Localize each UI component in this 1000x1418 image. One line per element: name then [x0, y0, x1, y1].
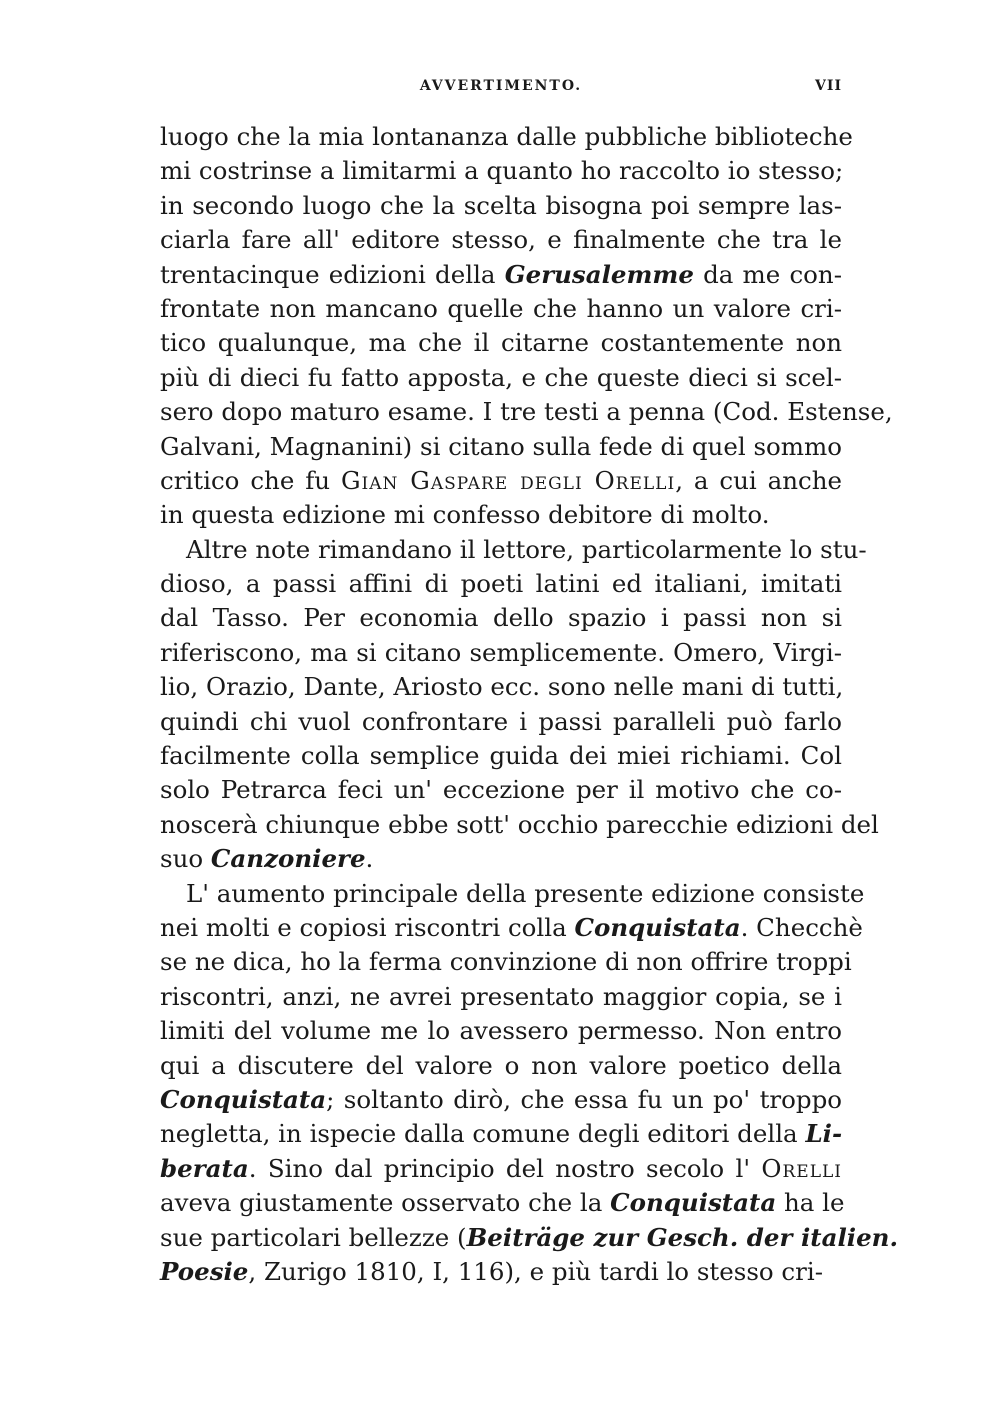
text-line: facilmente colla semplice guida dei miei richiami. Col	[160, 741, 842, 771]
text-line: Poesie, Zurigo 1810, I, 116), e più tardi lo stesso cri-	[160, 1256, 823, 1286]
italic-text: Beiträge zur Gesch. der italien.	[466, 1222, 898, 1252]
text-line: Galvani, Magnanini) si citano sulla fede di quel sommo	[160, 431, 842, 461]
text-line: critico che fu Gian Gaspare degli Orelli, a cui anche	[160, 465, 843, 495]
text-line: limiti del volume me lo avessero permesso. Non entro	[160, 1016, 842, 1046]
running-head-title: AVVERTIMENTO.	[419, 78, 583, 94]
text-line: riscontri, anzi, ne avrei presentato maggior copia, se i	[160, 981, 842, 1011]
text-line: suo Canzoniere.	[160, 844, 374, 874]
text-line: sue particolari bellezze (Beiträge zur Gesch. der italien.	[160, 1222, 898, 1252]
text-line: Altre note rimandano il lettore, particolarmente lo stu-	[186, 534, 867, 564]
text-line: trentacinque edizioni della Gerusalemme da me con-	[160, 259, 842, 289]
text-line: berata. Sino dal principio del nostro secolo l' Orelli	[160, 1153, 842, 1183]
italic-text: Li-	[805, 1119, 843, 1149]
text-line: negletta, in ispecie dalla comune degli editori della Li-	[160, 1119, 843, 1149]
page-number: VII	[815, 78, 842, 94]
italic-text: Poesie	[160, 1256, 249, 1286]
italic-text: Conquistata	[610, 1188, 777, 1218]
text-line: in secondo luogo che la scelta bisogna poi sempre las-	[160, 190, 842, 220]
paragraph-3	[160, 877, 898, 1290]
text-line: nei molti e copiosi riscontri colla Conquistata. Checchè	[160, 912, 863, 942]
text-line: L' aumento principale della presente edizione consiste	[186, 878, 865, 908]
italic-text: Canzoniere	[210, 844, 366, 874]
text-line: mi costrinse a limitarmi a quanto ho raccolto io stesso;	[160, 156, 844, 186]
running-head	[160, 78, 842, 102]
italic-text: Conquistata	[160, 1084, 327, 1114]
text-line: se ne dica, ho la ferma convinzione di non offrire troppi	[160, 947, 852, 977]
text-line: riferiscono, ma si citano semplicemente. Omero, Virgi-	[160, 637, 842, 667]
text-line: solo Petrarca feci un' eccezione per il motivo che co-	[160, 775, 842, 805]
body-text	[160, 120, 898, 1289]
text-line: dal Tasso. Per economia dello spazio i passi non si	[160, 603, 842, 633]
text-line: tico qualunque, ma che il citarne costantemente non	[160, 328, 842, 358]
text-line: lio, Orazio, Dante, Ariosto ecc. sono nelle mani di tutti,	[160, 672, 844, 702]
text-line: noscerà chiunque ebbe sott' occhio parecchie edizioni del	[160, 809, 879, 839]
book-page	[160, 78, 898, 1289]
small-caps-name: Orelli	[761, 1153, 842, 1183]
italic-text: berata	[160, 1153, 249, 1183]
text-line: più di dieci fu fatto apposta, e che queste dieci si scel-	[160, 362, 842, 392]
small-caps-name: Gian Gaspare degli Orelli	[340, 465, 676, 495]
text-line: luogo che la mia lontananza dalle pubbliche biblioteche	[160, 122, 853, 151]
paragraph-2	[160, 533, 879, 877]
italic-text: Gerusalemme	[504, 259, 694, 289]
text-line: ciarla fare all' editore stesso, e finalmente che tra le	[160, 225, 842, 255]
text-line: frontate non mancano quelle che hanno un valore cri-	[160, 293, 842, 323]
text-line: sero dopo maturo esame. I tre testi a penna (Cod. Estense,	[160, 397, 893, 427]
italic-text: Conquistata	[574, 912, 741, 942]
text-line: quindi chi vuol confrontare i passi paralleli può farlo	[160, 706, 842, 736]
text-line: aveva giustamente osservato che la Conquistata ha le	[160, 1188, 845, 1218]
paragraph-1	[160, 120, 893, 533]
text-line: Conquistata; soltanto dirò, che essa fu un po' troppo	[160, 1084, 842, 1114]
text-line: in questa edizione mi confesso debitore di molto.	[160, 500, 770, 530]
text-line: qui a discutere del valore o non valore poetico della	[160, 1050, 842, 1080]
text-line: dioso, a passi affini di poeti latini ed italiani, imitati	[160, 569, 842, 599]
